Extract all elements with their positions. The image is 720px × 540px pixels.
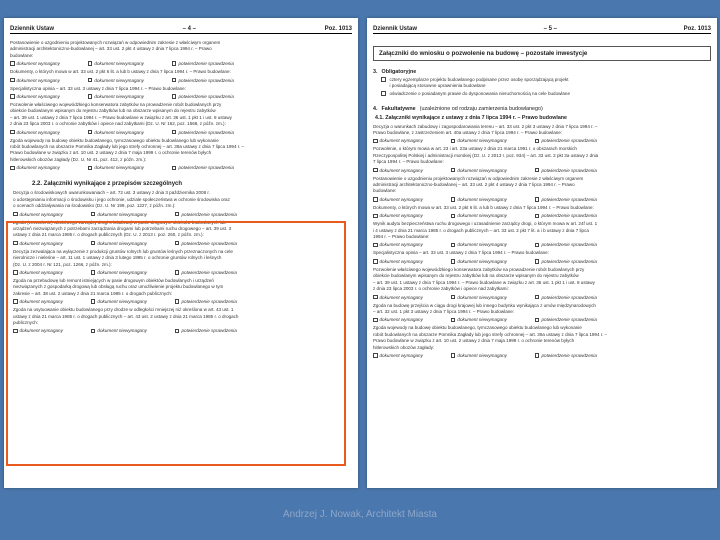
not-required-checkbox[interactable] — [91, 212, 96, 217]
not-required-checkbox-label: dokument niewymagany — [94, 129, 144, 135]
document-page-right — [367, 18, 717, 488]
section-title: Fakultatywne — [381, 105, 416, 112]
verification-checkbox[interactable] — [535, 295, 540, 300]
not-required-checkbox-item — [451, 168, 507, 173]
not-required-checkbox-label: dokument niewymagany — [97, 211, 147, 217]
item-text-line: Prawo budowlane w związku z art. 10 ust. 2 ustawy z dnia 7 maja 1999 r. o ochronie terenów byłych — [10, 150, 212, 156]
item-text-line: Wynik audytu bezpieczeństwa ruchu drogowego i uzasadnienie zarządcy drogi, o którym mowa w art. 24f ust. 1 — [373, 221, 598, 227]
required-checkbox-item — [10, 61, 60, 66]
not-required-checkbox-label: dokument niewymagany — [94, 165, 144, 171]
item-text-line: z dnia 23 lipca 2003 r. o ochronie zabytków i opiece nad zabytkami: — [373, 286, 509, 292]
item-text-line: Decyzja o środowiskowych uwarunkowaniach – art. 72 ust. 3 ustawy z dnia 3 października 2008 r. — [13, 190, 210, 196]
item-text-line: Pozwolenie, o którym mowa w art. 23 i art. 23a ustawy z dnia 21 marca 1991 r. o obszarach morskich — [373, 146, 577, 152]
page-content — [10, 40, 352, 336]
not-required-checkbox-label: dokument niewymagany — [97, 240, 147, 246]
verification-checkbox-label: potwierdzenie sprawdzenia — [178, 165, 234, 171]
required-checkbox-label: dokument wymagany — [19, 299, 63, 305]
optional-heading — [373, 106, 711, 112]
verification-checkbox[interactable] — [535, 259, 540, 264]
item-text-line: (Dz. U. z 2004 r. Nr 121, poz. 1266, z późn. zm.): — [13, 261, 112, 267]
section-title: Obligatoryjne — [381, 69, 417, 75]
item-text-line: budowlane: — [373, 188, 397, 194]
required-checkbox-label: dokument wymagany — [19, 240, 63, 246]
not-required-checkbox-item — [88, 130, 144, 135]
not-required-checkbox-item — [88, 165, 144, 170]
checkbox-row — [13, 328, 352, 333]
item-text-line: Pozwolenie właściwego wojewódzkiego konserwatora zabytków na prowadzenie robót budowlanych przy — [10, 102, 222, 108]
item-text-line: – art. 39 ust. 1 ustawy z dnia 7 lipca 1994 r. – Prawo budowlane w związku z art. 36 ust. 1 pkt 1 i ust. 8 ustawy — [373, 279, 595, 285]
verification-checkbox-label: potwierdzenie sprawdzenia — [178, 61, 234, 67]
item-text-line: Prawo budowlane, z zastrzeżeniem art. 40a ustawy z dnia 7 lipca 1994 r. – Prawo budowlane: — [373, 130, 563, 136]
checkbox-row — [373, 213, 711, 218]
not-required-checkbox[interactable] — [451, 139, 456, 144]
attachment-item — [373, 124, 711, 144]
required-checkbox[interactable] — [373, 139, 378, 144]
verification-checkbox-label: potwierdzenie sprawdzenia — [178, 77, 234, 83]
checkbox-row — [373, 317, 711, 322]
page-number: – 4 – — [182, 26, 196, 32]
item-text-line: Specjalistyczna opinia – art. 33 ust. 3 ustawy z dnia 7 lipca 1994 r. – Prawo budowlane: — [373, 250, 549, 256]
attachment-item — [373, 325, 711, 358]
required-checkbox[interactable] — [10, 78, 15, 83]
checkbox-row — [373, 138, 711, 143]
verification-checkbox[interactable] — [535, 168, 540, 173]
required-checkbox-item — [373, 138, 423, 143]
required-checkbox-label: dokument wymagany — [19, 269, 63, 275]
required-checkbox-item — [13, 270, 63, 275]
required-checkbox-item — [373, 213, 423, 218]
item-text-line: – art. 39 ust. 1 ustawy z dnia 7 lipca 1994 r. – Prawo budowlane w związku z art. 36 ust. 1 pkt 1 i ust. 8 ustawy — [10, 114, 232, 120]
item-text-line: robót budowlanych na obszarze Pomnika Zagłady lub jego strefy ochronnej – art. 39a ustawy z dnia 7 lipca 1994 r. – — [373, 331, 608, 337]
checkbox[interactable] — [381, 91, 386, 96]
required-checkbox-label: dokument wymagany — [19, 328, 63, 334]
required-checkbox-label: dokument wymagany — [379, 317, 423, 323]
verification-checkbox-item — [175, 328, 237, 333]
verification-checkbox[interactable] — [172, 61, 177, 66]
not-required-checkbox[interactable] — [88, 61, 93, 66]
journal-name: Dziennik Ustaw — [10, 26, 55, 32]
not-required-checkbox-item — [91, 270, 147, 275]
verification-checkbox-item — [535, 138, 597, 143]
verification-checkbox-label: potwierdzenie sprawdzenia — [181, 269, 237, 275]
not-required-checkbox-label: dokument niewymagany — [457, 167, 507, 173]
verification-checkbox[interactable] — [175, 329, 180, 334]
not-required-checkbox-label: dokument niewymagany — [457, 138, 507, 144]
verification-checkbox[interactable] — [535, 353, 540, 358]
verification-checkbox-item — [535, 259, 597, 264]
verification-checkbox-item — [175, 212, 237, 217]
option-text: oświadczenie o posiadanym prawie do dysponowania nieruchomością na cele budowlane — [389, 91, 570, 97]
checkbox-row — [373, 259, 711, 264]
verification-checkbox-label: potwierdzenie sprawdzenia — [181, 328, 237, 334]
verification-checkbox-item — [535, 242, 597, 247]
checkbox-row — [373, 197, 711, 202]
section-number: 3. — [373, 69, 378, 75]
not-required-checkbox[interactable] — [451, 353, 456, 358]
not-required-checkbox-item — [91, 299, 147, 304]
item-text-line: Prawo budowlane w związku z art. 10 ust. 2 ustawy z dnia 7 maja 1999 r. o ochronie terenów byłych — [373, 338, 575, 344]
checkbox-row — [10, 61, 352, 66]
attachment-item — [10, 86, 352, 99]
required-checkbox-item — [373, 317, 423, 322]
required-checkbox-item — [10, 78, 60, 83]
checkbox[interactable] — [381, 77, 386, 82]
required-checkbox[interactable] — [373, 259, 378, 264]
verification-checkbox-item — [175, 299, 237, 304]
not-required-checkbox-label: dokument niewymagany — [457, 213, 507, 219]
not-required-checkbox-label: dokument niewymagany — [94, 94, 144, 100]
not-required-checkbox[interactable] — [451, 214, 456, 219]
item-text-line: niezwiązanych z gospodarką drogową lub obsługą ruchu oraz umożliwienie projektu budowlanego w tym — [13, 284, 224, 290]
option-text: cztery egzemplarze projektu budowlanego podpisane przez osobę sporządzającą projekt i posiadającą stosowne uprawnienia budowlane — [389, 77, 569, 89]
verification-checkbox-label: potwierdzenie sprawdzenia — [541, 317, 597, 323]
verification-checkbox-item — [172, 61, 234, 66]
verification-checkbox-label: potwierdzenie sprawdzenia — [178, 129, 234, 135]
not-required-checkbox[interactable] — [88, 94, 93, 99]
item-text-line: urządzeń niezwiązanych z potrzebami zarządzania drogami lub potrzebami ruchu drogowego – art. 39 ust. 3 — [13, 225, 232, 231]
attachment-item — [373, 250, 711, 263]
item-text-line: publicznych: — [13, 319, 39, 325]
required-checkbox-label: dokument wymagany — [16, 165, 60, 171]
not-required-checkbox[interactable] — [88, 78, 93, 83]
checkbox-row — [13, 241, 352, 246]
item-text-line: robót budowlanych na obszarze Pomnika Zagłady lub jego strefy ochronnej – art. 39a ustawy z dnia 7 lipca 1994 r. – — [10, 144, 245, 150]
not-required-checkbox-item — [88, 78, 144, 83]
attachment-item — [10, 40, 352, 66]
item-text-line: nierolnicze i nieleśne – art. 11 ust. 1 ustawy z dnia 3 lutego 1995 r. o ochronie gruntów rolnych i leśnych — [13, 255, 222, 261]
not-required-checkbox-item — [451, 317, 507, 322]
section-title: 2.2. Załączniki wynikające z przepisów szczególnych — [32, 181, 183, 188]
not-required-checkbox-label: dokument niewymagany — [94, 61, 144, 67]
verification-checkbox[interactable] — [535, 139, 540, 144]
verification-checkbox-item — [172, 78, 234, 83]
item-text-line: Zgoda wojewody na budowę obiektu budowlanego, tymczasowego obiektu budowlanego lub wykonanie — [373, 325, 582, 331]
item-text-line: Zgoda (zezwolenie) właściwego zarządcy drogi o lokalizacji w pasie drogowym obiektów budowlanych lub — [13, 219, 226, 225]
checkbox-row — [373, 353, 711, 358]
verification-checkbox-item — [172, 165, 234, 170]
item-text-line: 7 lipca 1994 r. – Prawo budowlane: — [373, 159, 444, 165]
required-checkbox-item — [10, 130, 60, 135]
verification-checkbox[interactable] — [535, 214, 540, 219]
not-required-checkbox-label: dokument niewymagany — [457, 196, 507, 202]
obligatory-heading — [373, 69, 711, 75]
verification-checkbox-label: potwierdzenie sprawdzenia — [181, 211, 237, 217]
required-checkbox-label: dokument wymagany — [16, 129, 60, 135]
not-required-checkbox[interactable] — [91, 329, 96, 334]
checkbox-row — [10, 78, 352, 83]
not-required-checkbox[interactable] — [451, 295, 456, 300]
required-checkbox[interactable] — [13, 329, 18, 334]
required-checkbox[interactable] — [10, 61, 15, 66]
required-checkbox[interactable] — [13, 270, 18, 275]
verification-checkbox-label: potwierdzenie sprawdzenia — [541, 138, 597, 144]
verification-checkbox-label: potwierdzenie sprawdzenia — [181, 299, 237, 305]
required-checkbox[interactable] — [373, 214, 378, 219]
checkbox-row — [13, 299, 352, 304]
obligatory-option — [381, 77, 711, 89]
verification-checkbox-label: potwierdzenie sprawdzenia — [541, 294, 597, 300]
required-checkbox[interactable] — [10, 166, 15, 171]
required-checkbox-item — [373, 259, 423, 264]
attachment-item — [373, 176, 711, 202]
verification-checkbox[interactable] — [175, 241, 180, 246]
item-text-line: obiekcie budowlanym wpisanym do rejestru zabytków lub na obszarze wpisanym do rejestru zabytków — [373, 273, 579, 279]
required-checkbox[interactable] — [373, 353, 378, 358]
verification-checkbox-label: potwierdzenie sprawdzenia — [541, 213, 597, 219]
not-required-checkbox-item — [451, 138, 507, 143]
verification-checkbox-item — [535, 317, 597, 322]
verification-checkbox-label: potwierdzenie sprawdzenia — [541, 242, 597, 248]
attachment-item — [10, 102, 352, 135]
subsection-title: 4.1. Załączniki wynikające z ustawy z dnia 7 lipca 1994 r. – Prawo budowlane — [375, 114, 567, 121]
not-required-checkbox[interactable] — [451, 243, 456, 248]
attachment-item — [373, 303, 711, 323]
item-text-line: Decyzja zezwalająca na wyłączenie z produkcji gruntów rolnych lub gruntów leśnych przeznaczonych na cele — [13, 248, 233, 254]
attachment-item — [13, 278, 352, 304]
required-checkbox-item — [373, 168, 423, 173]
verification-checkbox-label: potwierdzenie sprawdzenia — [541, 167, 597, 173]
verification-checkbox[interactable] — [175, 212, 180, 217]
item-text-line: Postanowienie o uzgodnieniu projektowanych rozwiązań w odpowiednim zakresie z właściwym organem — [373, 175, 584, 181]
required-checkbox-item — [373, 197, 423, 202]
required-checkbox[interactable] — [373, 243, 378, 248]
item-text-line: ustawy z dnia 21 marca 1985 r. o drogach publicznych (Dz. U. z 2013 r. poz. 260, z późn. zm.): — [13, 232, 204, 238]
attachment-item — [10, 138, 352, 171]
not-required-checkbox-item — [451, 295, 507, 300]
required-checkbox[interactable] — [10, 130, 15, 135]
not-required-checkbox-item — [88, 94, 144, 99]
checkbox-row — [13, 270, 352, 275]
required-checkbox-label: dokument wymagany — [379, 242, 423, 248]
not-required-checkbox[interactable] — [451, 259, 456, 264]
not-required-checkbox-item — [451, 259, 507, 264]
verification-checkbox-item — [535, 353, 597, 358]
page-number: – 5 – — [543, 26, 557, 32]
section-number: 4. — [373, 105, 378, 112]
not-required-checkbox-label: dokument niewymagany — [94, 77, 144, 83]
item-text-line: 1994 r. – Prawo budowlane: — [373, 234, 430, 240]
required-checkbox-label: dokument wymagany — [16, 77, 60, 83]
required-checkbox[interactable] — [13, 241, 18, 246]
item-text-line: zakresie – art. 38 ust. 2 ustawy z dnia 21 marca 1985 r. o drogach publicznych: — [13, 290, 173, 296]
item-text-line: Postanowienie o uzgodnieniu projektowanych rozwiązań w odpowiednim zakresie z właściwym organem — [10, 40, 221, 45]
verification-checkbox-item — [535, 197, 597, 202]
verification-checkbox-item — [175, 270, 237, 275]
attachments-title-box: Załączniki do wniosku o pozwolenie na budowę – pozostałe inwestycje — [373, 46, 711, 61]
required-checkbox[interactable] — [10, 94, 15, 99]
attachment-item — [13, 220, 352, 246]
attachment-list — [373, 124, 711, 358]
verification-checkbox[interactable] — [172, 94, 177, 99]
not-required-checkbox[interactable] — [91, 270, 96, 275]
checkbox-row — [10, 94, 352, 99]
item-text-line: administracji architektoniczno-budowlanej – art. 33 ust. 2 pkt 4 ustawy z dnia 7 lipca 1994 r. – Prawo — [373, 182, 575, 188]
verification-checkbox-item — [175, 241, 237, 246]
not-required-checkbox-item — [91, 328, 147, 333]
verification-checkbox[interactable] — [172, 166, 177, 171]
page-header — [10, 26, 352, 34]
required-checkbox-label: dokument wymagany — [379, 294, 423, 300]
item-text-line: Specjalistyczna opinia – art. 33 ust. 3 ustawy z dnia 7 lipca 1994 r. – Prawo budowlane: — [10, 85, 186, 91]
checkbox-row — [10, 165, 352, 170]
not-required-checkbox-item — [451, 353, 507, 358]
checkbox-row — [373, 242, 711, 247]
document-page-left — [4, 18, 358, 488]
verification-checkbox-label: potwierdzenie sprawdzenia — [178, 94, 234, 100]
not-required-checkbox-item — [451, 197, 507, 202]
not-required-checkbox-item — [451, 242, 507, 247]
not-required-checkbox-label: dokument niewymagany — [457, 242, 507, 248]
item-text-line: i 4 ustawy z dnia 21 marca 1985 r. o drogach publicznych – art. 33 ust. 2 pkt 7 lit. a i b ustawy z dnia 7 lipca — [373, 227, 589, 233]
attachment-item — [373, 221, 711, 247]
attachment-item — [10, 69, 352, 82]
item-text-line: Zgoda na przebudowę lub remont istniejących w pasie drogowym obiektów budowlanych i urządzeń — [13, 277, 214, 283]
footer-credit: Andrzej J. Nowak, Architekt Miasta — [283, 509, 437, 520]
checkbox-row — [373, 168, 711, 173]
item-text-line: ustawy z dnia 21 marca 1985 r. o drogach publicznych – art. 43 ust. 2 ustawy z dnia 21 marca 1985 r. o drogach — [13, 313, 239, 319]
required-checkbox-item — [10, 165, 60, 170]
page-header — [373, 26, 711, 34]
not-required-checkbox-label: dokument niewymagany — [97, 269, 147, 275]
required-checkbox-item — [373, 353, 423, 358]
journal-name: Dziennik Ustaw — [373, 26, 418, 32]
not-required-checkbox[interactable] — [88, 166, 93, 171]
required-checkbox[interactable] — [13, 299, 18, 304]
item-text-line: Zgoda wojewody na budowę obiektu budowlanego, tymczasowego obiektu budowlanego lub wykonanie — [10, 137, 219, 143]
not-required-checkbox[interactable] — [451, 197, 456, 202]
required-checkbox-item — [13, 212, 63, 217]
verification-checkbox[interactable] — [175, 299, 180, 304]
item-text-line: z dnia 23 lipca 2003 r. o ochronie zabytków i opiece nad zabytkami (Dz. U. Nr 162, poz. 1568, z późn. zm.): — [10, 121, 226, 127]
verification-checkbox[interactable] — [535, 318, 540, 323]
item-text-line: hitlerowskich obozów zagłady: — [373, 344, 435, 350]
item-text-line: Decyzja o warunkach zabudowy i zagospodarowania terenu – art. 33 ust. 2 pkt 3 ustawy z dnia 7 lipca 1994 r. – — [373, 123, 598, 129]
item-text-line: Zgoda na budowę przejścia w ciągu drogi krajowej lub innego budynku wynikająca z umów międzynarodowych — [373, 302, 596, 308]
item-text-line: Dokumenty, o których mowa w art. 33 ust. 2 pkt 6 lit. a lub b ustawy z dnia 7 lipca 1994 r. – Prawo budowlane: — [373, 204, 594, 210]
not-required-checkbox[interactable] — [451, 318, 456, 323]
required-checkbox-label: dokument wymagany — [16, 61, 60, 67]
verification-checkbox-label: potwierdzenie sprawdzenia — [541, 258, 597, 264]
not-required-checkbox-item — [91, 241, 147, 246]
required-checkbox-label: dokument wymagany — [16, 94, 60, 100]
not-required-checkbox[interactable] — [451, 168, 456, 173]
required-checkbox[interactable] — [373, 295, 378, 300]
required-checkbox[interactable] — [373, 318, 378, 323]
item-text-line: Dokumenty, o których mowa w art. 33 ust. 2 pkt 6 lit. a lub b ustawy z dnia 7 lipca 1994 r. – Prawo budowlane: — [10, 69, 231, 75]
verification-checkbox-label: potwierdzenie sprawdzenia — [541, 196, 597, 202]
verification-checkbox[interactable] — [535, 197, 540, 202]
required-checkbox-label: dokument wymagany — [379, 138, 423, 144]
required-checkbox-label: dokument wymagany — [379, 196, 423, 202]
item-text-line: o udostępnianiu informacji o środowisku i jego ochronie, udziale społeczeństwa w ochronie środowiska oraz — [13, 196, 230, 202]
required-checkbox-label: dokument wymagany — [379, 213, 423, 219]
required-checkbox-item — [10, 94, 60, 99]
obligatory-option — [381, 91, 711, 97]
not-required-checkbox-label: dokument niewymagany — [457, 352, 507, 358]
not-required-checkbox-item — [91, 212, 147, 217]
item-text-line: Zgoda na usytuowanie obiektu budowlanego przy drodze w odległości mniejszej niż określona w art. 43 ust. 1 — [13, 307, 234, 313]
attachment-item — [13, 307, 352, 333]
required-checkbox-label: dokument wymagany — [379, 352, 423, 358]
attachment-item — [373, 267, 711, 300]
attachment-item — [13, 249, 352, 275]
verification-checkbox-label: potwierdzenie sprawdzenia — [181, 240, 237, 246]
verification-checkbox[interactable] — [175, 270, 180, 275]
verification-checkbox[interactable] — [172, 78, 177, 83]
verification-checkbox-item — [535, 168, 597, 173]
item-text-line: obiekcie budowlanym wpisanym do rejestru zabytków lub na obszarze wpisanym do rejestru zabytków — [10, 108, 216, 114]
not-required-checkbox-label: dokument niewymagany — [457, 258, 507, 264]
required-checkbox-item — [373, 295, 423, 300]
not-required-checkbox[interactable] — [91, 299, 96, 304]
page-content — [373, 46, 711, 361]
checkbox-row — [13, 212, 352, 217]
position-number: Poz. 1013 — [324, 26, 352, 32]
item-text-line: – art. 32 ust. 1 pkt 3 ustawy z dnia 7 lipca 1994 r. – Prawo budowlane: — [373, 308, 515, 314]
required-checkbox[interactable] — [373, 197, 378, 202]
required-checkbox[interactable] — [13, 212, 18, 217]
verification-checkbox-item — [172, 94, 234, 99]
required-checkbox-item — [373, 242, 423, 247]
verification-checkbox-item — [172, 130, 234, 135]
attachment-item — [373, 146, 711, 172]
verification-checkbox-item — [535, 213, 597, 218]
not-required-checkbox-item — [88, 61, 144, 66]
verification-checkbox-label: potwierdzenie sprawdzenia — [541, 352, 597, 358]
not-required-checkbox-label: dokument niewymagany — [457, 317, 507, 323]
item-text-line: Pozwolenie właściwego wojewódzkiego konserwatora zabytków na prowadzenie robót budowlanych przy — [373, 266, 585, 272]
item-text-line: budowlane: — [10, 52, 34, 58]
position-number: Poz. 1013 — [683, 26, 711, 32]
item-text-line: hitlerowskich obozów zagłady (Dz. U. Nr 41, poz. 412, z późn. zm.): — [10, 156, 147, 162]
required-checkbox-label: dokument wymagany — [19, 211, 63, 217]
required-checkbox[interactable] — [373, 168, 378, 173]
not-required-checkbox[interactable] — [91, 241, 96, 246]
item-text-line: administracji architektoniczno-budowlanej – art. 33 ust. 2 pkt 4 ustawy z dnia 7 lipca 1994 r. – Prawo — [10, 46, 212, 52]
not-required-checkbox-label: dokument niewymagany — [97, 328, 147, 334]
checkbox-row — [373, 295, 711, 300]
verification-checkbox[interactable] — [172, 130, 177, 135]
not-required-checkbox-item — [451, 213, 507, 218]
required-checkbox-label: dokument wymagany — [379, 258, 423, 264]
verification-checkbox-item — [535, 295, 597, 300]
attachment-item — [13, 190, 352, 216]
item-text-line: o ocenach oddziaływania na środowisko (Dz. U. Nr 199, poz. 1227, z późn. zm.): — [13, 203, 176, 209]
required-checkbox-item — [13, 299, 63, 304]
not-required-checkbox[interactable] — [88, 130, 93, 135]
attachment-item — [373, 205, 711, 218]
not-required-checkbox-label: dokument niewymagany — [97, 299, 147, 305]
required-checkbox-item — [13, 328, 63, 333]
verification-checkbox[interactable] — [535, 243, 540, 248]
item-text-line: Rzeczypospolitej Polskiej i administracji morskiej (Dz. U. z 2013 r. poz. 934) – art. 33 ust. 2 pkt 3a ustawy z dnia — [373, 152, 599, 158]
section-note: (uzależnione od rodzaju zamierzenia budowlanego) — [419, 105, 543, 112]
required-checkbox-item — [13, 241, 63, 246]
checkbox-row — [10, 130, 352, 135]
not-required-checkbox-label: dokument niewymagany — [457, 294, 507, 300]
required-checkbox-label: dokument wymagany — [379, 167, 423, 173]
special-attachments — [13, 190, 352, 333]
